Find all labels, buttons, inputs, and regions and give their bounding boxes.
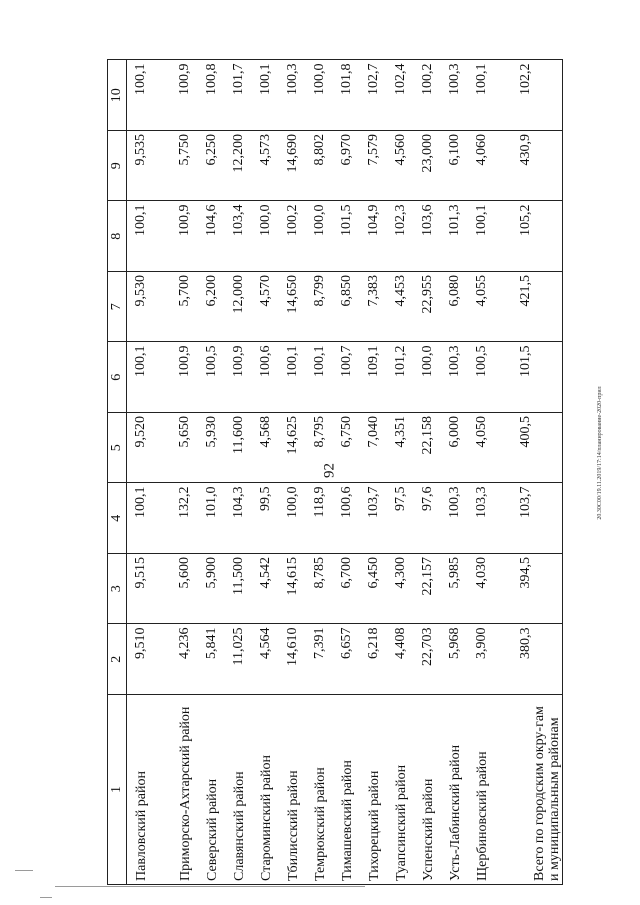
table-cell: 400,5 <box>490 413 563 484</box>
row-label: Павловский район <box>127 695 150 885</box>
table-cell: 11,600 <box>220 413 247 484</box>
table-cell: 4,570 <box>247 272 274 343</box>
table-cell: 101,2 <box>382 342 409 413</box>
table-cell: 394,5 <box>490 554 563 625</box>
table-cell: 109,1 <box>355 342 382 413</box>
table-row <box>220 60 247 885</box>
table-row <box>193 60 220 885</box>
table-cell: 22,157 <box>409 554 436 625</box>
table-cell: 6,218 <box>355 624 382 695</box>
table-cell: 100,3 <box>436 342 463 413</box>
column-header: 1 <box>108 695 127 885</box>
table-cell: 104,6 <box>193 201 220 272</box>
table-row <box>127 60 150 885</box>
table-cell: 4,573 <box>247 131 274 202</box>
table-cell: 101,5 <box>328 201 355 272</box>
table-cell: 100,5 <box>463 342 490 413</box>
row-label: Темрюкский район <box>301 695 328 885</box>
column-header: 10 <box>108 60 127 131</box>
table-cell: 100,1 <box>274 342 301 413</box>
table-cell: 102,3 <box>382 201 409 272</box>
table-cell: 97,5 <box>382 483 409 554</box>
table-cell: 101,0 <box>193 483 220 554</box>
table-cell: 6,100 <box>436 131 463 202</box>
table-cell: 103,7 <box>490 483 563 554</box>
row-label: Тбилисский район <box>274 695 301 885</box>
row-label: Туапсинский район <box>382 695 409 885</box>
table-cell: 6,750 <box>328 413 355 484</box>
column-header: 9 <box>108 131 127 202</box>
table-cell: 9,515 <box>127 554 150 625</box>
column-header: 4 <box>108 483 127 554</box>
table-cell: 9,535 <box>127 131 150 202</box>
table-cell: 100,1 <box>127 483 150 554</box>
table-cell: 8,799 <box>301 272 328 343</box>
table-cell: 8,802 <box>301 131 328 202</box>
table-cell: 6,850 <box>328 272 355 343</box>
page-number: 92 <box>321 463 338 478</box>
table-cell: 99,5 <box>247 483 274 554</box>
table-cell: 14,650 <box>274 272 301 343</box>
table-row <box>436 60 463 885</box>
margin-mark <box>40 897 52 898</box>
table-cell: 100,9 <box>149 201 193 272</box>
row-label: Северский район <box>193 695 220 885</box>
data-table <box>107 60 563 886</box>
table-cell: 7,383 <box>355 272 382 343</box>
table-cell: 103,6 <box>409 201 436 272</box>
table-cell: 6,200 <box>193 272 220 343</box>
table-cell: 11,500 <box>220 554 247 625</box>
table-cell: 100,3 <box>436 60 463 131</box>
column-header: 3 <box>108 554 127 625</box>
table-cell: 100,3 <box>436 483 463 554</box>
table-cell: 4,453 <box>382 272 409 343</box>
table-row <box>463 60 490 885</box>
row-label: Тихорецкий район <box>355 695 382 885</box>
table-cell: 5,968 <box>436 624 463 695</box>
table-cell: 100,1 <box>247 60 274 131</box>
table-cell: 6,080 <box>436 272 463 343</box>
table-row <box>274 60 301 885</box>
table-cell: 4,542 <box>247 554 274 625</box>
table-cell: 100,0 <box>274 483 301 554</box>
table-cell: 100,5 <box>193 342 220 413</box>
table-cell: 100,6 <box>247 342 274 413</box>
table-cell: 5,900 <box>193 554 220 625</box>
table-cell: 11,025 <box>220 624 247 695</box>
table-cell: 100,1 <box>127 201 150 272</box>
table-row <box>149 60 193 885</box>
table-cell: 100,0 <box>409 342 436 413</box>
row-label: Усть-Лабинский район <box>436 695 463 885</box>
row-label: Приморско-Ахтарский район <box>149 695 193 885</box>
table-cell: 3,900 <box>463 624 490 695</box>
column-header: 2 <box>108 624 127 695</box>
table-cell: 100,9 <box>220 342 247 413</box>
table-cell: 100,1 <box>463 60 490 131</box>
table-cell: 4,300 <box>382 554 409 625</box>
margin-mark <box>55 886 365 887</box>
table-cell: 4,055 <box>463 272 490 343</box>
table-cell: 7,040 <box>355 413 382 484</box>
row-label: Щербиновский район <box>463 695 490 885</box>
table-cell: 22,955 <box>409 272 436 343</box>
row-label: Всего по городским окру-гам и муниципальным районам <box>490 695 563 885</box>
table-cell: 102,4 <box>382 60 409 131</box>
table-cell: 100,1 <box>127 342 150 413</box>
column-header: 7 <box>108 272 127 343</box>
table-row <box>409 60 436 885</box>
table-cell: 22,703 <box>409 624 436 695</box>
table-cell: 132,2 <box>149 483 193 554</box>
table-cell: 5,985 <box>436 554 463 625</box>
table-cell: 6,657 <box>328 624 355 695</box>
table-cell: 100,9 <box>149 60 193 131</box>
table-cell: 100,2 <box>274 201 301 272</box>
table-cell: 100,0 <box>301 60 328 131</box>
table-cell: 100,3 <box>274 60 301 131</box>
table-cell: 9,520 <box>127 413 150 484</box>
table-cell: 100,8 <box>193 60 220 131</box>
table-cell: 118,9 <box>301 483 328 554</box>
table-cell: 5,650 <box>149 413 193 484</box>
row-label: Успенский район <box>409 695 436 885</box>
table-cell: 101,7 <box>220 60 247 131</box>
table-cell: 12,000 <box>220 272 247 343</box>
table-cell: 430,9 <box>490 131 563 202</box>
table-cell: 9,510 <box>127 624 150 695</box>
table-cell: 100,0 <box>301 201 328 272</box>
table-cell: 6,970 <box>328 131 355 202</box>
table-cell: 103,3 <box>463 483 490 554</box>
table-cell: 7,579 <box>355 131 382 202</box>
table-cell: 14,625 <box>274 413 301 484</box>
table-row <box>355 60 382 885</box>
table-cell: 4,060 <box>463 131 490 202</box>
table-cell: 100,0 <box>247 201 274 272</box>
data-table-rotated <box>107 60 562 885</box>
table-cell: 4,408 <box>382 624 409 695</box>
table-cell: 5,930 <box>193 413 220 484</box>
table-cell: 4,568 <box>247 413 274 484</box>
table-row <box>301 60 328 885</box>
table-cell: 100,2 <box>409 60 436 131</box>
table-cell: 7,391 <box>301 624 328 695</box>
table-row <box>247 60 274 885</box>
footer-note: 20.30С00/19.11.2019/17:14/планирование-2020-прил <box>597 386 603 520</box>
column-header: 5 <box>108 413 127 484</box>
table-cell: 14,615 <box>274 554 301 625</box>
table-cell: 103,7 <box>355 483 382 554</box>
table-cell: 4,030 <box>463 554 490 625</box>
table-cell: 97,6 <box>409 483 436 554</box>
row-label: Славянский район <box>220 695 247 885</box>
table-cell: 101,3 <box>436 201 463 272</box>
table-cell: 5,841 <box>193 624 220 695</box>
table-cell: 104,3 <box>220 483 247 554</box>
table-cell: 8,785 <box>301 554 328 625</box>
table-cell: 100,6 <box>328 483 355 554</box>
table-cell: 6,700 <box>328 554 355 625</box>
table-cell: 4,564 <box>247 624 274 695</box>
column-header: 8 <box>108 201 127 272</box>
table-cell: 103,4 <box>220 201 247 272</box>
table-cell: 100,7 <box>328 342 355 413</box>
table-cell: 102,2 <box>490 60 563 131</box>
table-cell: 101,8 <box>328 60 355 131</box>
table-cell: 100,1 <box>301 342 328 413</box>
table-header-row <box>108 60 127 885</box>
table-cell: 4,050 <box>463 413 490 484</box>
table-cell: 5,600 <box>149 554 193 625</box>
table-cell: 105,2 <box>490 201 563 272</box>
column-header: 6 <box>108 342 127 413</box>
table-cell: 14,690 <box>274 131 301 202</box>
table-cell: 5,700 <box>149 272 193 343</box>
table-cell: 6,000 <box>436 413 463 484</box>
table-cell: 380,3 <box>490 624 563 695</box>
table-row <box>328 60 355 885</box>
table-cell: 9,530 <box>127 272 150 343</box>
table-row-total <box>490 60 563 885</box>
table-cell: 5,750 <box>149 131 193 202</box>
table-cell: 4,560 <box>382 131 409 202</box>
table-cell: 100,9 <box>149 342 193 413</box>
table-cell: 4,236 <box>149 624 193 695</box>
table-cell: 22,158 <box>409 413 436 484</box>
row-label: Староминский район <box>247 695 274 885</box>
table-cell: 104,9 <box>355 201 382 272</box>
table-cell: 100,1 <box>463 201 490 272</box>
table-cell: 8,795 <box>301 413 328 484</box>
table-cell: 6,250 <box>193 131 220 202</box>
table-cell: 6,450 <box>355 554 382 625</box>
table-cell: 12,200 <box>220 131 247 202</box>
table-cell: 421,5 <box>490 272 563 343</box>
table-cell: 14,610 <box>274 624 301 695</box>
table-cell: 4,351 <box>382 413 409 484</box>
margin-mark <box>15 870 33 871</box>
table-row <box>382 60 409 885</box>
table-cell: 100,1 <box>127 60 150 131</box>
table-cell: 102,7 <box>355 60 382 131</box>
row-label: Тимашевский район <box>328 695 355 885</box>
table-cell: 23,000 <box>409 131 436 202</box>
table-cell: 101,5 <box>490 342 563 413</box>
